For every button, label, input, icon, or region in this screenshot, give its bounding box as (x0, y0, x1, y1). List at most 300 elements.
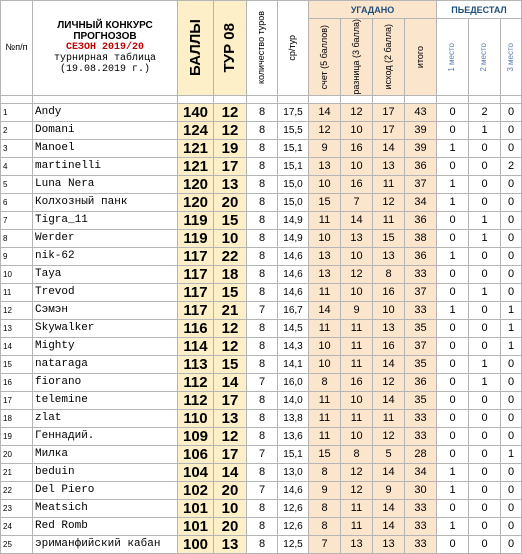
tour-points: 20 (214, 517, 247, 535)
tour-points: 10 (214, 499, 247, 517)
player-name: fiorano (33, 373, 178, 391)
guessed-diff: 12 (341, 463, 373, 481)
table-row (1, 247, 522, 265)
player-name: Mighty (33, 337, 178, 355)
points-header: БАЛЛЫ (178, 1, 214, 96)
guessed-group-header: УГАДАНО (309, 1, 437, 19)
table-row (1, 211, 522, 229)
tour-points: 15 (214, 211, 247, 229)
player-name: Meatsich (33, 499, 178, 517)
guessed-total: 30 (405, 481, 437, 499)
tours-count: 8 (247, 193, 278, 211)
player-name: Trevod (33, 283, 178, 301)
table-row (1, 391, 522, 409)
tour-header: ТУР 08 (214, 1, 247, 96)
guessed-diff: 12 (341, 265, 373, 283)
player-name: martinelli (33, 157, 178, 175)
guessed-total: 28 (405, 445, 437, 463)
guessed-outcome: 17 (373, 103, 405, 121)
season-label: СЕЗОН 2019/20 (65, 42, 144, 54)
place1-count: 1 (437, 463, 469, 481)
guessed-outcome: 13 (373, 535, 405, 553)
avg-per-tour: 12,6 (278, 517, 309, 535)
tours-count: 8 (247, 175, 278, 193)
guessed-total: 33 (405, 499, 437, 517)
player-name: Taya (33, 265, 178, 283)
tours-count: 8 (247, 121, 278, 139)
place2-count: 0 (469, 445, 501, 463)
row-number: 12 (1, 301, 33, 319)
place3-count: 0 (501, 499, 522, 517)
place2-count: 0 (469, 517, 501, 535)
tours-count: 7 (247, 373, 278, 391)
place1-count: 0 (437, 211, 469, 229)
tour-points: 13 (214, 175, 247, 193)
guessed-diff: 14 (341, 211, 373, 229)
tours-count: 8 (247, 157, 278, 175)
place3-count: 1 (501, 445, 522, 463)
place3-count: 0 (501, 517, 522, 535)
place1-count: 0 (437, 319, 469, 337)
player-name: Tigra_11 (33, 211, 178, 229)
place1-count: 1 (437, 193, 469, 211)
place2-count: 0 (469, 265, 501, 283)
tours-count: 8 (247, 283, 278, 301)
guessed-outcome: 10 (373, 301, 405, 319)
player-points: 106 (178, 445, 214, 463)
table-row (1, 409, 522, 427)
guessed-score: 10 (309, 175, 341, 193)
table-row (1, 355, 522, 373)
guessed-outcome: 17 (373, 121, 405, 139)
guessed-total: 33 (405, 265, 437, 283)
guessed-score: 11 (309, 427, 341, 445)
place3-count: 0 (501, 121, 522, 139)
player-points: 117 (178, 265, 214, 283)
player-points: 102 (178, 481, 214, 499)
place3-count: 0 (501, 175, 522, 193)
place2-count: 0 (469, 139, 501, 157)
guessed-diff: 11 (341, 409, 373, 427)
place3-count: 1 (501, 319, 522, 337)
place1-count: 0 (437, 103, 469, 121)
avg-per-tour: 14,6 (278, 265, 309, 283)
guessed-outcome: 15 (373, 229, 405, 247)
table-row (1, 373, 522, 391)
player-name: Милка (33, 445, 178, 463)
guessed-diff: 8 (341, 445, 373, 463)
player-name: Геннадий. (33, 427, 178, 445)
player-name: Skywalker (33, 319, 178, 337)
place3-count: 0 (501, 265, 522, 283)
tours-count: 8 (247, 463, 278, 481)
guessed-diff: 10 (341, 427, 373, 445)
guessed-score: 10 (309, 229, 341, 247)
guessed-total: 37 (405, 175, 437, 193)
guessed-score: 12 (309, 121, 341, 139)
guessed-outcome: 14 (373, 391, 405, 409)
place2-count: 0 (469, 193, 501, 211)
place3-count: 0 (501, 247, 522, 265)
row-number: 11 (1, 283, 33, 301)
row-number: 5 (1, 175, 33, 193)
guessed-outcome: 8 (373, 265, 405, 283)
table-row (1, 481, 522, 499)
guessed-total: 35 (405, 355, 437, 373)
guessed-total: 43 (405, 103, 437, 121)
player-points: 112 (178, 373, 214, 391)
guessed-total: 35 (405, 319, 437, 337)
guessed-total: 38 (405, 229, 437, 247)
guessed-score: 13 (309, 157, 341, 175)
player-name: Andy (33, 103, 178, 121)
table-row (1, 229, 522, 247)
tour-points: 15 (214, 355, 247, 373)
guessed-score: 8 (309, 499, 341, 517)
place2-count: 1 (469, 211, 501, 229)
tour-points: 12 (214, 121, 247, 139)
tour-points: 12 (214, 103, 247, 121)
place3-count: 0 (501, 463, 522, 481)
place1-count: 1 (437, 247, 469, 265)
guessed-diff: 11 (341, 337, 373, 355)
tours-count: 8 (247, 517, 278, 535)
place1-count: 0 (437, 391, 469, 409)
avg-per-tour: 12,5 (278, 535, 309, 553)
table-row (1, 103, 522, 121)
tours-count: 8 (247, 535, 278, 553)
guessed-diff: 7 (341, 193, 373, 211)
place1-count: 0 (437, 445, 469, 463)
avg-per-tour: 14,1 (278, 355, 309, 373)
place2-count: 0 (469, 175, 501, 193)
guessed-outcome: 11 (373, 409, 405, 427)
tours-count: 8 (247, 319, 278, 337)
player-points: 121 (178, 139, 214, 157)
tours-count: 7 (247, 445, 278, 463)
guessed-total: 34 (405, 193, 437, 211)
guessed-diff: 16 (341, 175, 373, 193)
guessed-outcome: 16 (373, 337, 405, 355)
table-row (1, 337, 522, 355)
subtitle: турнирная таблица (53, 53, 157, 65)
guessed-diff: 12 (341, 103, 373, 121)
place2-count: 0 (469, 499, 501, 517)
table-row (1, 445, 522, 463)
player-points: 140 (178, 103, 214, 121)
player-name: Колхозный панк (33, 193, 178, 211)
guessed-total: 36 (405, 247, 437, 265)
place3-count: 0 (501, 355, 522, 373)
guessed-diff: 11 (341, 517, 373, 535)
place2-count: 0 (469, 301, 501, 319)
guessed-score: 10 (309, 337, 341, 355)
guessed-score: 11 (309, 391, 341, 409)
place2-count: 1 (469, 121, 501, 139)
table-row (1, 139, 522, 157)
row-number: 21 (1, 463, 33, 481)
guessed-diff: 10 (341, 157, 373, 175)
place2-count: 0 (469, 319, 501, 337)
place3-count: 0 (501, 139, 522, 157)
row-number: 15 (1, 355, 33, 373)
player-name: Сэмэн (33, 301, 178, 319)
tour-points: 14 (214, 463, 247, 481)
guessed-score: 14 (309, 301, 341, 319)
table-row (1, 283, 522, 301)
player-name: nataraga (33, 355, 178, 373)
guessed-total: 37 (405, 283, 437, 301)
guessed-score: 11 (309, 283, 341, 301)
guessed-score: 8 (309, 373, 341, 391)
guessed-outcome: 12 (373, 193, 405, 211)
place3-count: 1 (501, 337, 522, 355)
place3-count: 0 (501, 409, 522, 427)
place2-count: 0 (469, 463, 501, 481)
avg-per-tour: 14,6 (278, 481, 309, 499)
guessed-outcome: 12 (373, 427, 405, 445)
tours-count: 8 (247, 229, 278, 247)
title-line1: ЛИЧНЫЙ КОНКУРС (57, 20, 153, 32)
guessed-score: 9 (309, 139, 341, 157)
place1-count: 0 (437, 409, 469, 427)
row-number: 9 (1, 247, 33, 265)
avg-per-tour: 14,5 (278, 319, 309, 337)
guessed-diff: 10 (341, 247, 373, 265)
row-number: 24 (1, 517, 33, 535)
player-points: 116 (178, 319, 214, 337)
place1-count: 0 (437, 265, 469, 283)
row-number: 20 (1, 445, 33, 463)
place1-count: 0 (437, 535, 469, 553)
guessed-score: 13 (309, 265, 341, 283)
table-row (1, 427, 522, 445)
title-block (33, 1, 178, 96)
avg-per-tour: 14,3 (278, 337, 309, 355)
tours-count: 8 (247, 139, 278, 157)
tours-count: 8 (247, 247, 278, 265)
outcome-header: исход (2 балла) (373, 19, 405, 96)
guessed-score: 10 (309, 355, 341, 373)
row-number: 13 (1, 319, 33, 337)
guessed-score: 13 (309, 247, 341, 265)
player-name: Domani (33, 121, 178, 139)
row-number: 7 (1, 211, 33, 229)
place1-count: 0 (437, 283, 469, 301)
guessed-diff: 12 (341, 481, 373, 499)
guessed-score: 8 (309, 517, 341, 535)
place1-count: 1 (437, 175, 469, 193)
guessed-diff: 11 (341, 319, 373, 337)
place1-count: 1 (437, 139, 469, 157)
player-points: 119 (178, 229, 214, 247)
avg-per-tour: 15,1 (278, 445, 309, 463)
total-header: итого (405, 19, 437, 96)
guessed-diff: 10 (341, 283, 373, 301)
avg-per-tour: 13,8 (278, 409, 309, 427)
guessed-diff: 11 (341, 499, 373, 517)
title-line2: ПРОГНОЗОВ (73, 31, 137, 43)
place1-count: 0 (437, 499, 469, 517)
tour-points: 14 (214, 373, 247, 391)
guessed-score: 7 (309, 535, 341, 553)
guessed-outcome: 14 (373, 517, 405, 535)
place1-count: 0 (437, 157, 469, 175)
avg-per-tour: 14,0 (278, 391, 309, 409)
place3-count: 0 (501, 373, 522, 391)
row-number: 8 (1, 229, 33, 247)
place1-count: 0 (437, 427, 469, 445)
tours-count: 7 (247, 481, 278, 499)
tour-points: 15 (214, 283, 247, 301)
place3-count: 0 (501, 427, 522, 445)
avg-per-tour: 14,9 (278, 229, 309, 247)
guessed-diff: 11 (341, 355, 373, 373)
place1-count: 1 (437, 301, 469, 319)
player-points: 100 (178, 535, 214, 553)
guessed-total: 36 (405, 373, 437, 391)
tours-count: 8 (247, 103, 278, 121)
avg-per-tour: 15,0 (278, 175, 309, 193)
tour-points: 13 (214, 535, 247, 553)
place2-count: 1 (469, 355, 501, 373)
place1-count: 0 (437, 373, 469, 391)
guessed-total: 37 (405, 337, 437, 355)
row-number: 19 (1, 427, 33, 445)
player-points: 117 (178, 301, 214, 319)
player-name: zlat (33, 409, 178, 427)
player-points: 117 (178, 247, 214, 265)
place3-count: 0 (501, 283, 522, 301)
guessed-score: 11 (309, 319, 341, 337)
table-row (1, 121, 522, 139)
tour-points: 20 (214, 481, 247, 499)
guessed-total: 33 (405, 427, 437, 445)
player-points: 114 (178, 337, 214, 355)
guessed-outcome: 12 (373, 373, 405, 391)
place3-count: 0 (501, 229, 522, 247)
player-points: 104 (178, 463, 214, 481)
table-row (1, 301, 522, 319)
avg-per-tour: 13,0 (278, 463, 309, 481)
avg-per-tour: 16,7 (278, 301, 309, 319)
row-number: 6 (1, 193, 33, 211)
place1-count: 0 (437, 355, 469, 373)
table-row (1, 319, 522, 337)
place2-count: 0 (469, 535, 501, 553)
tour-points: 22 (214, 247, 247, 265)
guessed-total: 36 (405, 211, 437, 229)
podium-group-header: ПЬЕДЕСТАЛ (437, 1, 522, 19)
player-points: 109 (178, 427, 214, 445)
tours-count: 8 (247, 265, 278, 283)
row-number: 4 (1, 157, 33, 175)
guessed-score: 11 (309, 409, 341, 427)
guessed-outcome: 13 (373, 319, 405, 337)
place3-count: 0 (501, 481, 522, 499)
tour-points: 12 (214, 319, 247, 337)
guessed-total: 34 (405, 463, 437, 481)
place2-count: 1 (469, 283, 501, 301)
tour-points: 17 (214, 157, 247, 175)
place3-count: 0 (501, 103, 522, 121)
player-points: 120 (178, 193, 214, 211)
player-name: Manoel (33, 139, 178, 157)
player-points: 121 (178, 157, 214, 175)
tour-points: 10 (214, 229, 247, 247)
avg-per-tour: 15,1 (278, 157, 309, 175)
player-points: 112 (178, 391, 214, 409)
place1-count: 0 (437, 121, 469, 139)
avg-per-tour: 15,0 (278, 193, 309, 211)
guessed-score: 11 (309, 211, 341, 229)
guessed-outcome: 14 (373, 499, 405, 517)
guessed-score: 14 (309, 103, 341, 121)
player-name: Werder (33, 229, 178, 247)
player-points: 124 (178, 121, 214, 139)
row-number: 18 (1, 409, 33, 427)
guessed-total: 33 (405, 517, 437, 535)
player-name: Red Romb (33, 517, 178, 535)
player-points: 117 (178, 283, 214, 301)
row-number: 14 (1, 337, 33, 355)
place2-count: 0 (469, 427, 501, 445)
place2-count: 2 (469, 103, 501, 121)
place2-count: 0 (469, 247, 501, 265)
place3-count: 0 (501, 391, 522, 409)
guessed-diff: 9 (341, 301, 373, 319)
place1-count: 0 (437, 229, 469, 247)
row-number: 23 (1, 499, 33, 517)
guessed-outcome: 14 (373, 463, 405, 481)
tours-count: 8 (247, 391, 278, 409)
guessed-total: 39 (405, 139, 437, 157)
guessed-diff: 16 (341, 373, 373, 391)
guessed-outcome: 14 (373, 139, 405, 157)
guessed-total: 33 (405, 301, 437, 319)
tour-points: 18 (214, 265, 247, 283)
num-header: №п/п (1, 1, 33, 96)
guessed-outcome: 11 (373, 175, 405, 193)
avg-per-tour: 13,6 (278, 427, 309, 445)
place3-count: 0 (501, 535, 522, 553)
place3-count: 2 (501, 157, 522, 175)
place2-count: 0 (469, 157, 501, 175)
guessed-diff: 13 (341, 535, 373, 553)
avg-header: ср/тур (278, 1, 309, 96)
row-number: 10 (1, 265, 33, 283)
guessed-diff: 10 (341, 391, 373, 409)
guessed-outcome: 5 (373, 445, 405, 463)
row-number: 17 (1, 391, 33, 409)
guessed-outcome: 13 (373, 157, 405, 175)
player-points: 110 (178, 409, 214, 427)
tour-points: 20 (214, 193, 247, 211)
guessed-total: 33 (405, 535, 437, 553)
place2-count: 1 (469, 229, 501, 247)
avg-per-tour: 17,5 (278, 103, 309, 121)
guessed-outcome: 13 (373, 247, 405, 265)
tour-points: 19 (214, 139, 247, 157)
table-row (1, 517, 522, 535)
tour-points: 17 (214, 445, 247, 463)
row-number: 22 (1, 481, 33, 499)
player-points: 101 (178, 517, 214, 535)
table-row (1, 265, 522, 283)
avg-per-tour: 14,6 (278, 283, 309, 301)
place1-count: 0 (437, 337, 469, 355)
place3-count: 0 (501, 211, 522, 229)
